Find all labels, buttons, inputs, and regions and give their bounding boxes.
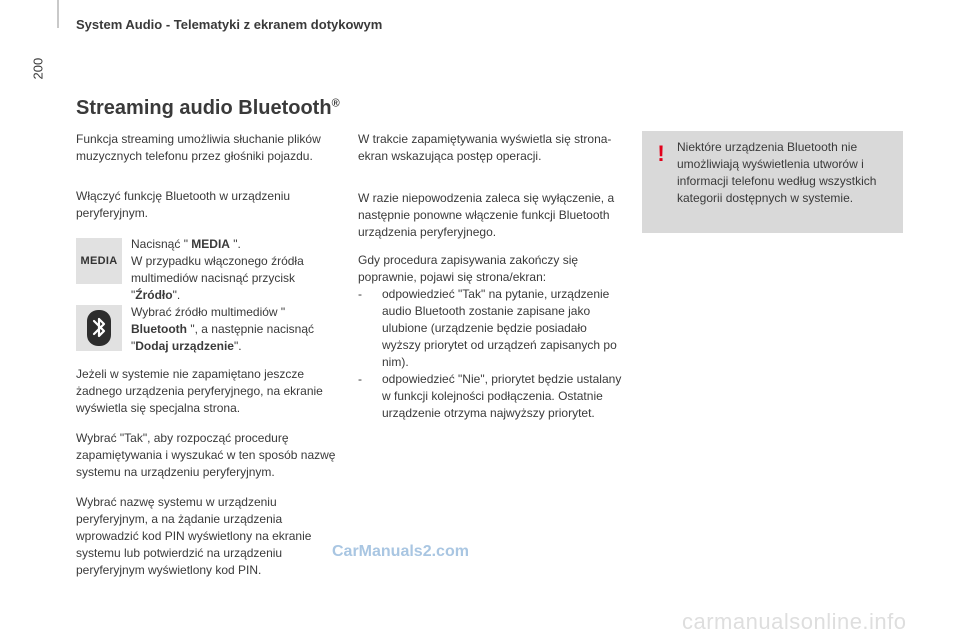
step-media-pre: Nacisnąć " [131,237,192,251]
list-item-text: odpowiedzieć "Tak" na pytanie, urządzenie audio Bluetooth zostanie zapisane jako ulubione (urządzenie będzie posiadało wyższy priorytet od urządzeń zapisanych po nim). [382,287,617,369]
success-intro-paragraph: Gdy procedura zapisywania zakończy się poprawnie, pojawi się strona/ekran: [358,253,579,284]
margin-line [57,0,59,28]
enable-bluetooth-paragraph: Włączyć funkcję Bluetooth w urządzeniu peryferyjnym. [76,189,291,220]
step-media-paragraph [131,236,331,304]
step-media-button: MEDIA [191,237,230,251]
page-number: 200 [30,57,46,80]
watermark-link[interactable]: CarManuals2.com [332,543,469,560]
step-bt-action: Dodaj urządzenie [135,339,234,353]
progress-paragraph: W trakcie zapamiętywania wyświetla się strona-ekran wskazująca postęp operacji. [358,132,612,163]
media-icon-label: MEDIA [80,255,118,267]
success-options-list [358,286,628,422]
step-media-source: Źródło [135,288,173,302]
note-text: Niektóre urządzenia Bluetooth nie umożliwiają wyświetlenia utworów i informacji telefonu według wszystkich kategorii dostępnych w systemie. [677,140,877,205]
step-bluetooth-paragraph [131,304,331,355]
list-item [358,286,628,371]
page-title [76,97,340,120]
list-dash: - [358,372,362,386]
bluetooth-button-icon [76,305,122,351]
step-bt-mid: ", a następnie nacisnąć " [131,322,315,353]
step-bt-pre: Wybrać źródło multimediów " [131,305,286,319]
step-bt-end: ". [233,339,242,353]
bluetooth-icon [86,309,112,347]
intro-paragraph: Funkcja streaming umożliwia słuchanie plików muzycznych telefonu przez głośniki pojazdu. [76,132,321,163]
step-media-line2: W przypadku włączonego źródła multimediów nacisnąć przycisk " [131,254,304,302]
media-button-icon [76,238,122,284]
title-text: Streaming audio Bluetooth [76,97,332,119]
warning-note-box [642,131,903,233]
exclamation-icon: ! [657,141,665,166]
step-bt-source: Bluetooth [131,322,187,336]
watermark-footer: carmanualsonline.info [682,609,907,634]
list-item-text: odpowiedzieć "Nie", priorytet będzie ustalany w funkcji kolejności podłączenia. Ostatnie urządzenie otrzyma najwyższy priorytet. [382,372,622,420]
registered-mark: ® [331,97,340,110]
select-name-paragraph: Wybrać nazwę systemu w urządzeniu peryferyjnym, a na żądanie urządzenia wprowadzić kod PIN wyświetlony na ekranie systemu lub potwierdzić na urządzeniu peryferyjnym wyświetlony kod PIN. [76,495,312,577]
step-media-mid: ". [229,237,241,251]
select-yes-paragraph: Wybrać "Tak", aby rozpocząć procedurę zapamiętywania i wyszukać w ten sposób nazwę systemu na urządzeniu peryferyjnym. [76,431,336,479]
list-item [358,371,628,422]
step-media-end: ". [172,288,181,302]
failure-paragraph: W razie niepowodzenia zaleca się wyłączenie, a następnie ponowne włączenie funkcji Bluetooth urządzenia peryferyjnego. [358,191,615,239]
no-device-paragraph: Jeżeli w systemie nie zapamiętano jeszcze żadnego urządzenia peryferyjnego, na ekranie wyświetla się specjalna strona. [76,367,323,415]
list-dash: - [358,287,362,301]
running-header: System Audio - Telematyki z ekranem dotykowym [76,17,383,32]
